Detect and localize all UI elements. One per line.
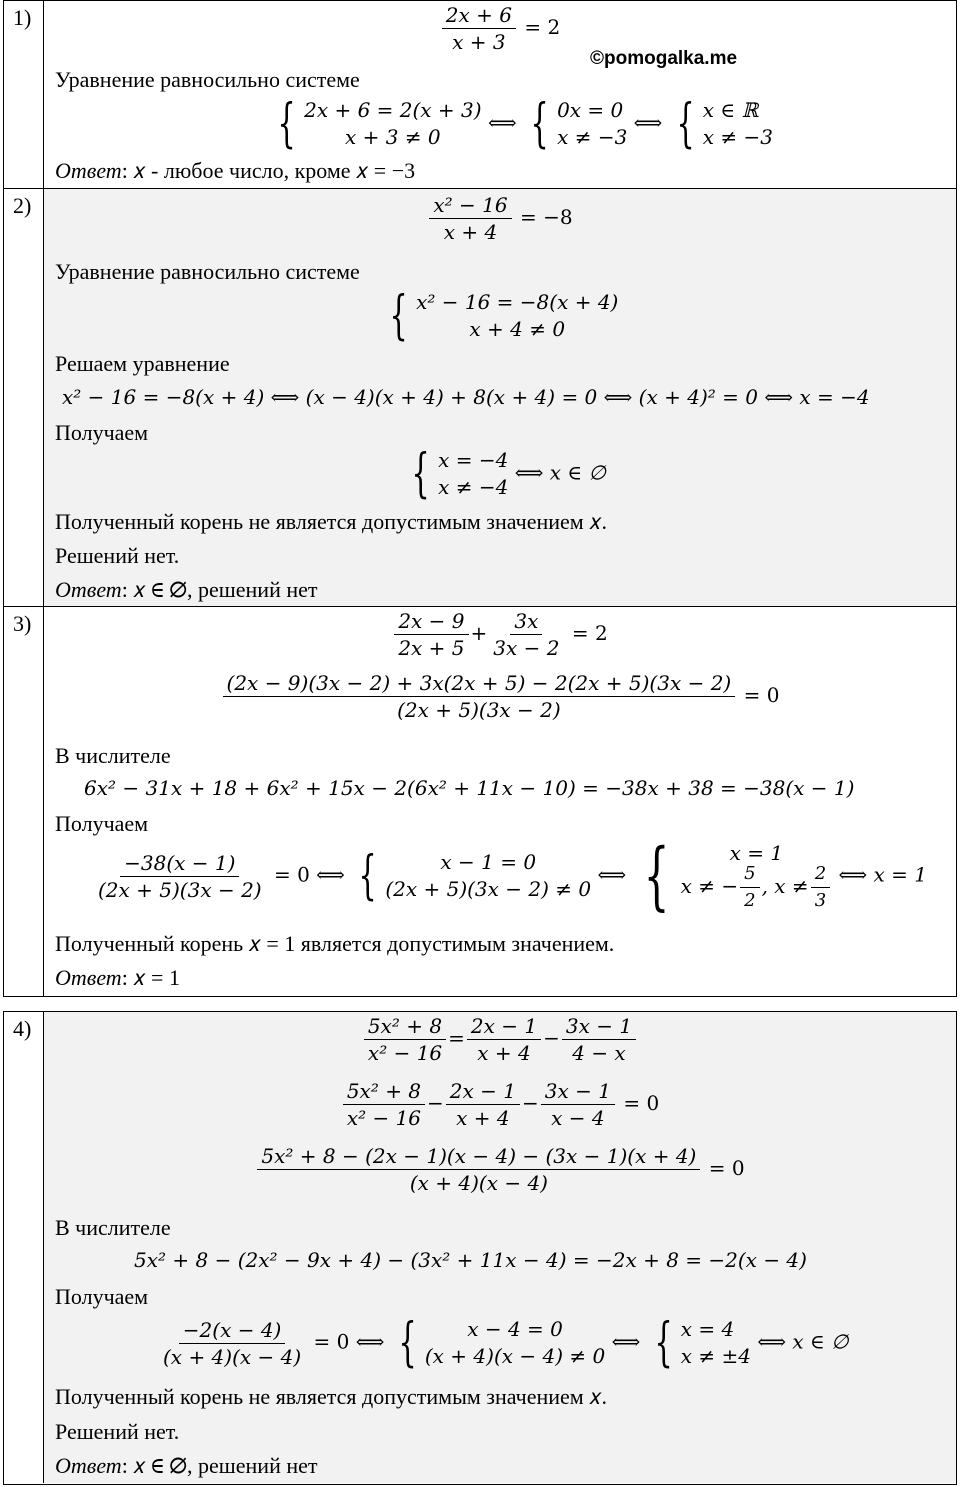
text-line: В числителе [55,743,171,768]
equation: $\frac{\text{𝑥² − 16}}{\text{𝑥 + 4}}$ = −8 [44,195,956,242]
system: { 𝑥² − 16 = −8(𝑥 + 4) 𝑥 + 4 ≠ 0 [389,286,619,346]
problem-row-1 [4,1,956,189]
text-line: Получаем [55,811,149,836]
result-system: { 𝑥 = −4 𝑥 ≠ −4 ⟺ 𝑥 ∈ ∅ [411,444,606,504]
big-fraction: $\frac{\text{(2𝑥 − 9)(3𝑥 − 2) + 3𝑥(2𝑥 + 5) − 2(2𝑥 + 5)(3𝑥 − 2)}}{\text{(2𝑥 + 5)(3𝑥 − 2)}}$ = 0 [44,673,956,720]
system-chain: { 2𝑥 + 6 = 2(𝑥 + 3) 𝑥 + 3 ≠ 0 ⟺ { 0𝑥 = 0 𝑥 ≠ −3 ⟺ { 𝑥 ∈ ℝ 𝑥 ≠ −3 [277,94,774,154]
problem-number: 2) [4,189,44,606]
result-chain: $\frac{\text{−2(𝑥 − 4)}}{\text{(𝑥 + 4)(𝑥 − 4)}}$ = 0 ⟺ { 𝑥 − 4 = 0 (𝑥 + 4)(𝑥 − 4) ≠ 0 ⟺ { 𝑥 = 4 𝑥 ≠ ±4 ⟺ 𝑥 ∈ ∅ [163,1313,849,1373]
text-line: Полученный корень не является допустимым значением 𝑥. [55,1384,607,1409]
problem-content [44,189,956,606]
text-line: Полученный корень не является допустимым значением 𝑥. [55,509,607,534]
expand-line: 6𝑥² − 31𝑥 + 18 + 6𝑥² + 15𝑥 − 2(6𝑥² + 11𝑥 − 10) = −38𝑥 + 38 = −38(𝑥 − 1) [84,776,855,800]
text-line: Получаем [55,1284,149,1309]
equation: $\frac{\text{5𝑥² + 8}}{\text{𝑥² − 16}}$ = $\frac{\text{2𝑥 − 1}}{\text{𝑥 + 4}}$ − $\frac{\text{3𝑥 − 1}}{\text{4 − 𝑥}}$ [44,1016,956,1063]
equation-zero: $\frac{\text{5𝑥² + 8}}{\text{𝑥² − 16}}$ − $\frac{\text{2𝑥 − 1}}{\text{𝑥 + 4}}$ − $\frac{\text{3𝑥 − 1}}{\text{𝑥 − 4}}$ = 0 [44,1081,956,1128]
big-fraction: $\frac{\text{5𝑥² + 8 − (2𝑥 − 1)(𝑥 − 4) − (3𝑥 − 1)(𝑥 + 4)}}{\text{(𝑥 + 4)(𝑥 − 4)}}$ = 0 [44,1146,956,1193]
text-line: Решений нет. [55,1419,180,1444]
watermark: ©pomogalka.me [590,48,738,69]
equation: $\frac{\text{2𝑥 + 6}}{\text{𝑥 + 3}}$ = 2 [44,5,956,52]
problem-content [44,607,956,996]
solutions-table [3,0,957,997]
answer-line: Ответ: 𝑥 ∈ ∅, решений нет [55,1453,318,1478]
problem-number: 3) [4,607,44,996]
solutions-table-2 [3,1011,957,1485]
answer-line: Ответ: 𝑥 - любое число, кроме 𝑥 = −3 [55,158,416,183]
text-line: Полученный корень 𝑥 = 1 является допустимым значением. [55,931,615,956]
expand-line: 5𝑥² + 8 − (2𝑥² − 9𝑥 + 4) − (3𝑥² + 11𝑥 − 4) = −2𝑥 + 8 = −2(𝑥 − 4) [134,1248,807,1272]
text-line: Уравнение равносильно системе [55,259,360,284]
text-line: В числителе [55,1215,171,1240]
fraction: $\frac{\text{2𝑥 + 6}}{\text{𝑥 + 3}}$ [442,5,516,52]
text-line: Решений нет. [55,543,180,568]
answer-line: Ответ: 𝑥 ∈ ∅, решений нет [55,577,318,602]
solve-line: 𝑥² − 16 = −8(𝑥 + 4) ⟺ (𝑥 − 4)(𝑥 + 4) + 8(𝑥 + 4) = 0 ⟺ (𝑥 + 4)² = 0 ⟺ 𝑥 = −4 [62,385,870,409]
answer-line: Ответ: 𝑥 = 1 [55,965,180,990]
problem-content [44,1012,956,1483]
text-line: Получаем [55,420,149,445]
result-chain: $\frac{\text{−38(𝑥 − 1)}}{\text{(2𝑥 + 5)(3𝑥 − 2)}}$ = 0 ⟺ { 𝑥 − 1 = 0 (2𝑥 + 5)(3𝑥 − 2) ≠ 0 ⟺ { 𝑥 = 1 𝑥 ≠ − $\frac{5}{2}$ , 𝑥 ≠ $\frac{2}{3}$ ⟺ 𝑥 = 1 [98,833,928,919]
problem-number: 4) [4,1012,44,1483]
text-line: Решаем уравнение [55,351,230,376]
problem-content [44,1,956,188]
problem-row-4 [4,1012,956,1483]
problem-number: 1) [4,1,44,188]
equation: $\frac{\text{2𝑥 − 9}}{\text{2𝑥 + 5}}$ + $\frac{\text{3𝑥}}{\text{3𝑥 − 2}}$ = 2 [44,611,956,658]
problem-row-3 [4,607,956,996]
problem-row-2 [4,189,956,607]
text-line: Уравнение равносильно системе [55,67,360,92]
